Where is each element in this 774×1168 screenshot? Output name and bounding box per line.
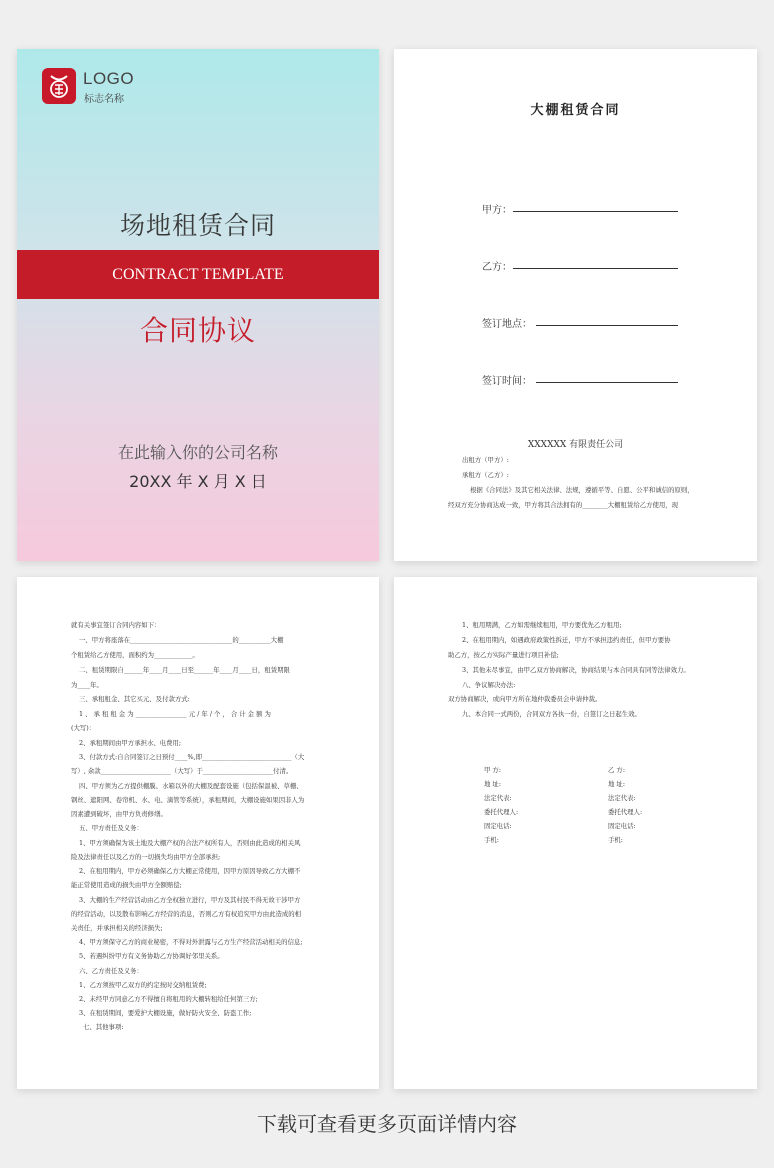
text-line: 出租方（甲方）: xyxy=(462,456,509,464)
text-line: 四、甲方须为乙方提供棚膜、水箱以外的大棚及配套设施（包括保温被、草栅、 xyxy=(79,782,303,790)
party-a-label: 甲方： xyxy=(482,205,512,216)
sign-field-right: 委托代理人: xyxy=(608,808,643,816)
cover-title: 场地租赁合同 xyxy=(119,211,276,240)
text-line: 七、其他事项: xyxy=(83,1023,124,1031)
sign-field-left: 法定代表: xyxy=(484,794,512,802)
sign-field-left: 地 址: xyxy=(484,780,501,788)
text-line: 1、乙方须按甲乙双方的约定按时交纳租赁费; xyxy=(79,981,207,989)
text-line: 5、若遇纠纷甲方有义务协助乙方协调好邻里关系。 xyxy=(79,952,224,960)
text-line: 为____年。 xyxy=(71,681,103,689)
text-line: 2、未经甲方同意乙方不得擅自将租用的大棚转租给任何第三方; xyxy=(79,995,258,1003)
cover-company: 在此输入你的公司名称 xyxy=(117,443,278,462)
text-line: 就有关事宜签订合同内容如下： xyxy=(71,621,161,629)
text-line: 2、承租期间由甲方承担水、电费用; xyxy=(79,739,182,747)
sign-field-right: 手机: xyxy=(608,836,623,844)
contract-title: 大棚租赁合同 xyxy=(530,103,621,118)
text-line: 写）, 余款______________________（大写）于______________________付清。 xyxy=(71,767,293,775)
company-name: XXXXXX 有限责任公司 xyxy=(527,440,624,450)
band-text: CONTRACT TEMPLATE xyxy=(112,266,284,283)
text-line: 六、乙方责任及义务： xyxy=(79,967,143,975)
text-line: 的经营活动，以及散布影响乙方经营的消息，否则乙方有权追究甲方由此造成的相 xyxy=(71,910,302,918)
sign-time-label: 签订时间： xyxy=(482,376,532,387)
cover-page xyxy=(17,49,379,561)
cover-subtitle: 合同协议 xyxy=(139,314,256,347)
text-line: 二、租赁期限自______年____月____日至______年____月____日，租赁期限 xyxy=(79,666,290,674)
text-line: 险及法律责任以及乙方的一切损失均由甲方全部承担; xyxy=(71,853,221,861)
text-line: 五、甲方责任及义务： xyxy=(79,824,143,832)
text-line: 2、在租用期内，甲方必须确保乙方大棚正常使用，因甲方原因导致乙方大棚不 xyxy=(79,867,301,875)
sign-field-right: 乙 方: xyxy=(608,766,625,774)
sign-time-line xyxy=(536,382,678,383)
text-line: 因素遭到破坏，由甲方负责修缮。 xyxy=(71,810,167,818)
sign-field-left: 甲 方: xyxy=(484,766,501,774)
sign-field-left: 固定电话: xyxy=(484,822,512,830)
sign-field-right: 法定代表: xyxy=(608,794,636,802)
text-line: 九、本合同一式两份，合同双方各执一份，自签订之日起生效。 xyxy=(462,710,641,718)
sign-field-right: 地 址: xyxy=(608,780,625,788)
text-line: (大写)： xyxy=(71,724,96,732)
text-line: 助乙方，按乙方实际产量进行项目补偿; xyxy=(448,651,559,659)
sign-place-line xyxy=(536,325,678,326)
text-line: 双方协商解决，或向甲方所在地仲裁委员会申请仲裁。 xyxy=(448,695,602,703)
text-line: 1、租用期满，乙方如需继续租用，甲方要优先乙方租用; xyxy=(462,621,622,629)
text-line: 3、其他未尽事宜，由甲乙双方协商解决，协商结果与本合同具有同等法律效力。 xyxy=(462,666,690,674)
text-line: 3、在租赁期间，要爱护大棚设施，做好防火安全、防盗工作; xyxy=(79,1009,252,1017)
text-line: 4、甲方须保守乙方的商业秘密，不得对外泄露与乙方生产经营活动相关的信息; xyxy=(79,938,303,946)
sign-field-left: 手机: xyxy=(484,836,499,844)
text-line: 根据《合同法》及其它相关法律、法规，遵循平等、自愿、公平和诚信的原则， xyxy=(470,486,694,494)
text-line: 3、大棚的生产经营活动由乙方全权独立进行，甲方及其村民不得无故干涉甲方 xyxy=(79,896,301,904)
contract-title-page xyxy=(394,49,757,561)
text-line: 八、争议解决办法: xyxy=(462,681,516,689)
contract-body-page-2 xyxy=(394,577,757,1089)
text-line: 一、甲方将座落在________________________________的__________大棚 xyxy=(79,636,284,644)
logo-text: LOGO xyxy=(83,69,135,88)
text-line: 承租方（乙方）: xyxy=(462,471,509,479)
text-line: 关责任，并承担相关的经济损失; xyxy=(71,924,163,932)
text-line: 1 、 承 租 租 金 为 ________________ 元 / 年 / 个 ， 合 计 金 额 为 xyxy=(79,710,271,718)
text-line: 个租赁给乙方使用，面积约为____________。 xyxy=(71,651,199,659)
cover-date: 20XX 年 X 月 X 日 xyxy=(129,472,267,491)
title-band xyxy=(17,250,379,299)
party-b-line xyxy=(513,268,678,269)
text-line: 三、承租租金、其它买元、及付款方式: xyxy=(79,695,190,703)
party-b-label: 乙方： xyxy=(482,262,512,273)
sign-place-label: 签订地点： xyxy=(482,319,532,330)
text-line: 经双方充分协商达成一致，甲方将其合法拥有的________大棚租赁给乙方使用，现 xyxy=(448,501,679,509)
text-line: 1、甲方须确保为该土地及大棚产权的合法产权所有人，否则由此造成的相关风 xyxy=(79,839,301,847)
logo-subtitle: 标志名称 xyxy=(84,94,124,105)
text-line: 钢丝、遮阳网、卷帘机、水、电、滴管等系统），承租期间，大棚设施如果因非人为 xyxy=(71,796,305,804)
text-line: 2、在租用期内，如遇政府政策性拆迁，甲方不承担违约责任，但甲方要协 xyxy=(462,636,671,644)
text-line: 能正常使用造成的损失由甲方全额赔偿; xyxy=(71,881,182,889)
footer-note: 下载可查看更多页面详情内容 xyxy=(257,1112,517,1136)
sign-field-left: 委托代理人: xyxy=(484,808,519,816)
sign-field-right: 固定电话: xyxy=(608,822,636,830)
text-line: 3、付款方式:自合同签订之日预付____%,即____________________________（大 xyxy=(79,753,305,761)
logo-icon xyxy=(42,68,76,104)
contract-body-page-1 xyxy=(17,577,379,1089)
party-a-line xyxy=(513,211,678,212)
